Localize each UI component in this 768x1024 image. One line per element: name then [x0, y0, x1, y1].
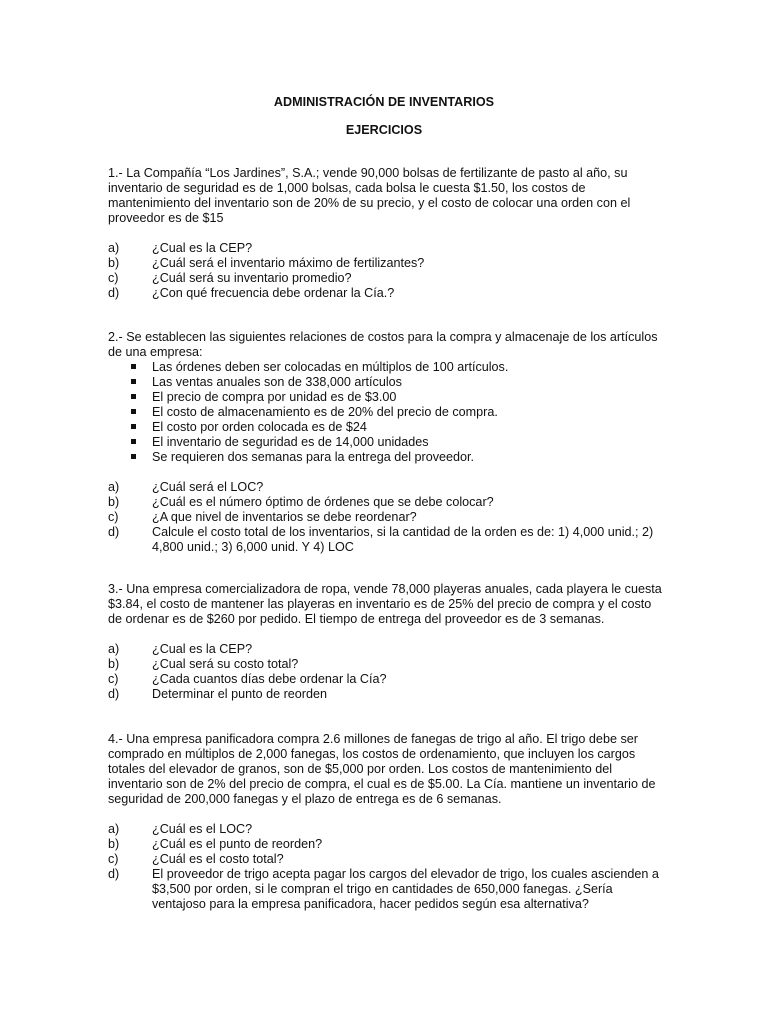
- question-3: [108, 582, 668, 702]
- list-item: [108, 657, 668, 672]
- bullet-text: El costo por orden colocada es de $24: [152, 420, 367, 434]
- question-2-text: 2.- Se establecen las siguientes relaciones de costos para la compra y almacenaje de los artículos de una empresa:: [108, 330, 658, 359]
- item-label: b): [108, 256, 120, 270]
- question-3-text: 3.- Una empresa comercializadora de ropa, vende 78,000 playeras anuales, cada playera le cuesta $3.84, el costo de mantener las playeras en inventario es de 25% del precio de compra y el costo de ordenar es de $260 por pedido. El tiempo de entrega del proveedor es de 3 semanas.: [108, 582, 662, 626]
- item-text: ¿Cual es la CEP?: [152, 642, 253, 656]
- bullet-item: [108, 435, 668, 450]
- item-label: d): [108, 687, 120, 701]
- item-text: ¿Cuál será el LOC?: [152, 480, 264, 494]
- bullet-item: [108, 375, 668, 390]
- item-text: ¿Cuál será el inventario máximo de fertilizantes?: [152, 256, 425, 270]
- question-4: [108, 732, 668, 912]
- item-label: b): [108, 495, 120, 509]
- item-text: ¿Cada cuantos días debe ordenar la Cía?: [152, 672, 387, 686]
- item-label: c): [108, 271, 119, 285]
- item-label: b): [108, 837, 120, 851]
- item-text: ¿Cual es la CEP?: [152, 241, 253, 255]
- question-3-subitems: [108, 642, 668, 702]
- item-label: d): [108, 286, 120, 300]
- list-item: [108, 642, 668, 657]
- list-item: [108, 852, 668, 867]
- item-label: d): [108, 867, 120, 881]
- item-text: ¿Cuál es el punto de reorden?: [152, 837, 323, 851]
- question-4-subitems: [108, 822, 668, 912]
- bullet-item: [108, 450, 668, 465]
- question-1-text: 1.- La Compañía “Los Jardines”, S.A.; vende 90,000 bolsas de fertilizante de pasto al año, su inventario de seguridad es de 1,000 bolsas, cada bolsa le cuesta $1.50, los costos de mantenimiento del inventario son de 20% de su precio, y el costo de colocar una orden con el proveedor es de $15: [108, 166, 631, 225]
- bullet-text: El inventario de seguridad es de 14,000 unidades: [152, 435, 429, 449]
- square-bullet-icon: [131, 409, 136, 414]
- bullet-item: [108, 360, 668, 375]
- list-item: [108, 822, 668, 837]
- item-text: ¿Cuál es el número óptimo de órdenes que se debe colocar?: [152, 495, 494, 509]
- list-item: [108, 256, 668, 271]
- item-label: d): [108, 525, 120, 539]
- item-label: a): [108, 241, 120, 255]
- item-text: ¿Cuál será su inventario promedio?: [152, 271, 352, 285]
- document-subtitle: EJERCICIOS: [345, 123, 423, 137]
- item-label: c): [108, 852, 119, 866]
- list-item: [108, 837, 668, 852]
- bullet-text: Las órdenes deben ser colocadas en múltiplos de 100 artículos.: [152, 360, 509, 374]
- square-bullet-icon: [131, 379, 136, 384]
- list-item: [108, 480, 668, 495]
- square-bullet-icon: [131, 394, 136, 399]
- question-1: [108, 166, 668, 301]
- list-item: [108, 525, 668, 555]
- list-item: [108, 241, 668, 256]
- square-bullet-icon: [131, 424, 136, 429]
- item-label: c): [108, 510, 119, 524]
- document-title: ADMINISTRACIÓN DE INVENTARIOS: [273, 95, 495, 109]
- item-label: a): [108, 642, 120, 656]
- list-item: [108, 867, 668, 912]
- bullet-text: El costo de almacenamiento es de 20% del precio de compra.: [152, 405, 498, 419]
- question-2-subitems: [108, 480, 668, 555]
- square-bullet-icon: [131, 439, 136, 444]
- item-text: ¿Cual será su costo total?: [152, 657, 299, 671]
- item-text: ¿A que nivel de inventarios se debe reordenar?: [152, 510, 417, 524]
- square-bullet-icon: [131, 454, 136, 459]
- bullet-item: [108, 390, 668, 405]
- item-label: a): [108, 480, 120, 494]
- question-2-conditions: [108, 360, 668, 465]
- item-text: ¿Cuál es el LOC?: [152, 822, 253, 836]
- list-item: [108, 271, 668, 286]
- bullet-text: Se requieren dos semanas para la entrega del proveedor.: [152, 450, 475, 464]
- list-item: [108, 495, 668, 510]
- item-label: c): [108, 672, 119, 686]
- question-1-subitems: [108, 241, 668, 301]
- list-item: [108, 510, 668, 525]
- item-text: Calcule el costo total de los inventarios, si la cantidad de la orden es de: 1) 4,000 unid.; 2) 4,800 unid.; 3) 6,000 unid. Y 4) LOC: [152, 525, 654, 554]
- bullet-item: [108, 420, 668, 435]
- item-text: ¿Con qué frecuencia debe ordenar la Cía.?: [152, 286, 395, 300]
- list-item: [108, 286, 668, 301]
- list-item: [108, 672, 668, 687]
- list-item: [108, 687, 668, 702]
- question-4-text: 4.- Una empresa panificadora compra 2.6 millones de fanegas de trigo al año. El trigo debe ser comprado en múltiplos de 2,000 fanegas, los costos de ordenamiento, que incluyen los cargos totales del elevador de granos, son de $5,000 por orden. Los costos de mantenimiento del inventario son de 2% del precio de compra, el cual es de $5.00. La Cía. mantiene un inventario de seguridad de 200,000 fanegas y el plazo de entrega es de 6 semanas.: [108, 732, 656, 806]
- item-label: a): [108, 822, 120, 836]
- bullet-text: El precio de compra por unidad es de $3.00: [152, 390, 397, 404]
- item-text: El proveedor de trigo acepta pagar los cargos del elevador de trigo, los cuales ascienden a $3,500 por orden, si le compran el trigo en cantidades de 650,000 fanegas. ¿Sería ventajoso para la empresa panificadora, hacer pedidos según esa alternativa?: [152, 867, 659, 911]
- square-bullet-icon: [131, 364, 136, 369]
- bullet-item: [108, 405, 668, 420]
- item-text: Determinar el punto de reorden: [152, 687, 328, 701]
- item-text: ¿Cuál es el costo total?: [152, 852, 284, 866]
- bullet-text: Las ventas anuales son de 338,000 artículos: [152, 375, 402, 389]
- item-label: b): [108, 657, 120, 671]
- question-2: [108, 330, 668, 555]
